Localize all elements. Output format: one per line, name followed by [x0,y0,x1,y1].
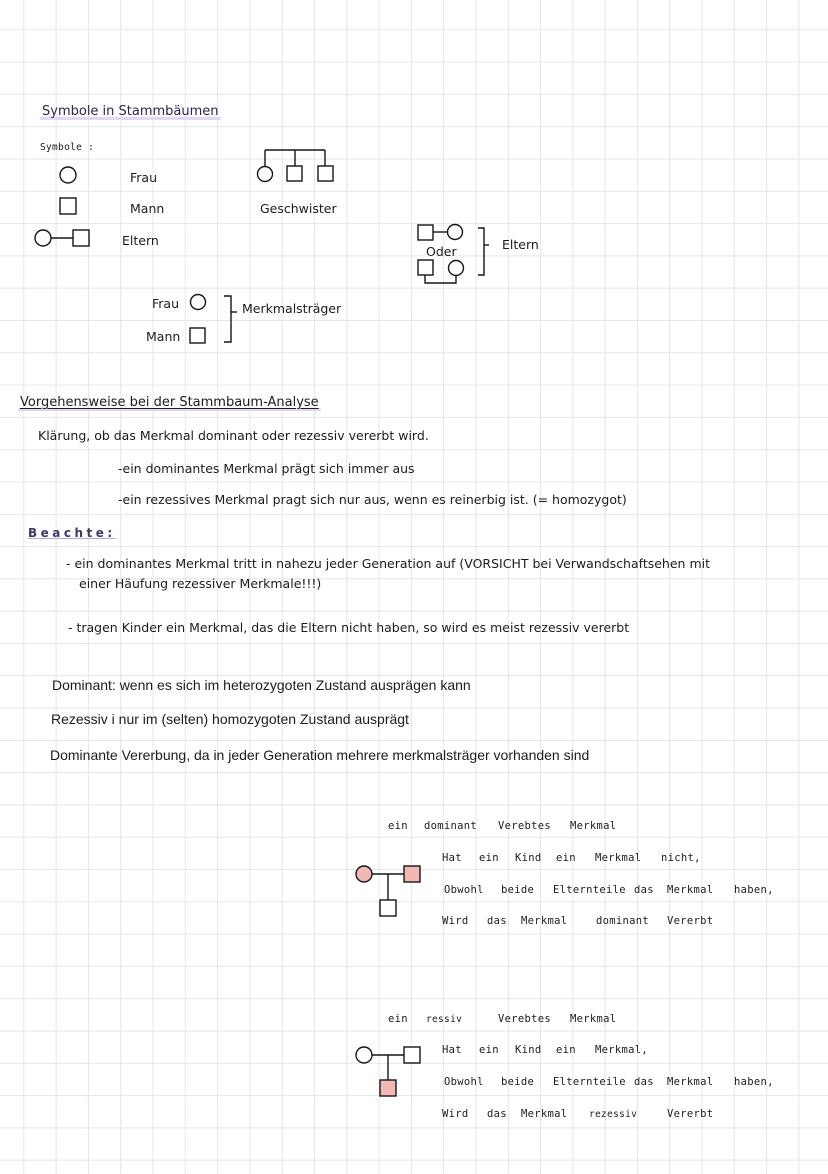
analysis-point-2: -ein rezessives Merkmal pragt sich nur aus, wenn es reinerbig ist. (= homozygot) [118,492,627,507]
rez-title-3: Verebtes [498,1013,551,1025]
unaffected-mother-icon [356,1047,372,1063]
rez-l1-4: ein [556,1044,576,1056]
analysis-heading: Vorgehensweise bei der Stammbaum-Analyse [20,395,319,410]
rez-l1-2: ein [479,1044,499,1056]
dom-l3-5: Vererbt [667,915,714,927]
dom-title-1: ein [388,820,408,832]
dom-l3-2: das [487,915,507,927]
dom-l1-6: nicht, [661,852,701,864]
dom-l1-3: Kind [515,852,542,864]
rez-l2-6: haben, [734,1076,774,1088]
label-geschwister: Geschwister [260,201,337,216]
dom-l2-1: Obwohl [444,884,484,896]
label-carrier-mann: Mann [146,329,181,344]
rez-l2-1: Obwohl [444,1076,484,1088]
rez-title-1: ein [388,1013,408,1025]
dom-l1-4: ein [556,852,576,864]
rez-l3-4: rezessiv [589,1109,638,1120]
affected-child-icon [380,1080,396,1096]
analysis-intro: Klärung, ob das Merkmal dominant oder rezessiv vererbt wird. [38,428,429,443]
note-2: - tragen Kinder ein Merkmal, das die Eltern nicht haben, so wird es meist rezessiv vererbt [68,620,630,635]
rez-l3-5: Vererbt [667,1108,714,1120]
dom-l2-2: beide [501,884,535,896]
note-1-line-1: - ein dominantes Merkmal tritt in nahezu jeder Generation auf (VORSICHT bei Verwandschaftsehen mit [66,556,710,571]
dom-title-2: dominant [424,820,477,832]
rez-l2-3: Elternteile [553,1076,626,1088]
dom-l2-5: Merkmal [667,884,714,896]
dom-l3-3: Merkmal [521,915,568,927]
dom-l2-4: das [634,884,654,896]
symbols-label: Symbole : [40,142,95,153]
rez-l3-3: Merkmal [521,1108,568,1120]
analysis-point-1: -ein dominantes Merkmal prägt sich immer aus [118,461,415,476]
rez-l1-1: Hat [442,1044,462,1056]
beachte-heading: Beachte: [28,526,116,540]
dom-l1-1: Hat [442,852,462,864]
rez-title-4: Merkmal [570,1013,617,1025]
rez-l3-1: Wird [442,1108,469,1120]
dom-title-3: Verebtes [498,820,551,832]
definition-dominante-vererbung: Dominante Vererbung, da in jeder Generation mehrere merkmalsträger vorhanden sind [50,747,590,763]
dom-l1-5: Merkmal [595,852,642,864]
label-merkmalstraeger: Merkmalsträger [242,301,342,316]
label-eltern: Eltern [122,233,159,248]
label-mann: Mann [130,201,165,216]
label-oder: Oder [426,244,457,259]
definition-dominant: Dominant: wenn es sich im heterozygoten Zustand ausprägen kann [52,677,471,693]
rez-l1-5: Merkmal, [595,1044,648,1056]
dom-l3-4: dominant [596,915,649,927]
definition-rezessiv: Rezessiv i nur im (selten) homozygoten Zustand ausprägt [51,711,409,727]
dom-l2-6: haben, [734,884,774,896]
symbols-heading: Symbole in Stammbäumen [42,104,219,119]
rez-l2-5: Merkmal [667,1076,714,1088]
rez-l2-2: beide [501,1076,535,1088]
dom-l1-2: ein [479,852,499,864]
note-1-line-2: einer Häufung rezessiver Merkmale!!!) [79,576,322,591]
dom-title-4: Merkmal [570,820,617,832]
rez-title-2: ressiv [426,1014,463,1025]
unaffected-father-icon [404,1047,420,1063]
label-carrier-frau: Frau [152,296,180,311]
rez-l3-2: das [487,1108,507,1120]
dom-l2-3: Elternteile [553,884,626,896]
dom-l3-1: Wird [442,915,469,927]
rez-l2-4: das [634,1076,654,1088]
label-frau: Frau [130,170,158,185]
rez-l1-3: Kind [515,1044,542,1056]
label-eltern-right: Eltern [502,237,539,252]
